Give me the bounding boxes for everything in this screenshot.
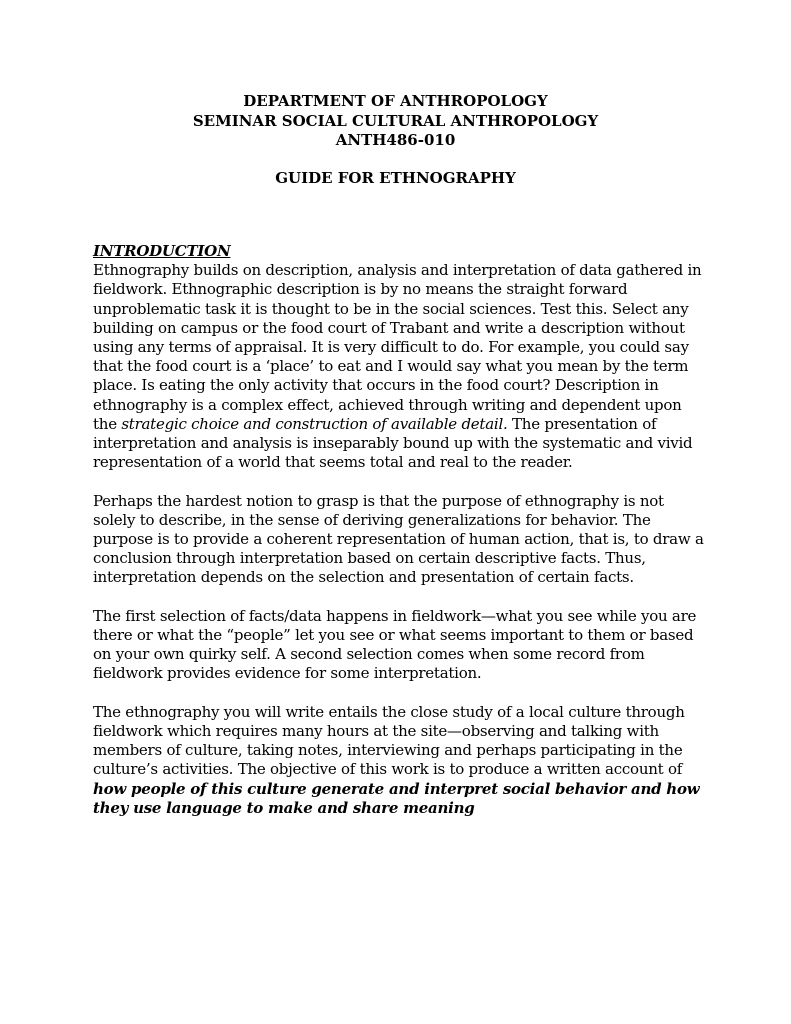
paragraph-4-text-a: The ethnography you will write entails the close study of a local culture through fieldwork which requires many hours at the site—observing and talking with members of culture, taking notes, interviewing and perhaps participating in the culture’s activities. The objective of this work is to produce a written account of	[93, 702, 685, 779]
paragraph-2: Perhaps the hardest notion to grasp is that the purpose of ethnography is not solely to describe, in the sense of deriving generalizations for behavior. The purpose is to provide a coherent representation of human action, that is, to draw a conclusion through interpretation based on certain descriptive facts. Thus, interpretation depends on the selection and presentation of certain facts.	[93, 491, 704, 587]
course-code: ANTH486-010	[335, 131, 456, 149]
paragraph-1-text-b: The presentation of interpretation and analysis is inseparably bound up with the systematic and vivid representation of a world that seems total and real to the reader.	[93, 414, 693, 472]
paragraph-4-emphasis: how people of this culture generate and interpret social behavior and how they use language to make and share meaning	[93, 779, 700, 817]
paragraph-1	[93, 261, 705, 472]
document-body	[93, 242, 705, 837]
paragraph-4	[93, 703, 705, 818]
paragraph-1-text-a: Ethnography builds on description, analysis and interpretation of data gathered in fieldwork. Ethnographic description is by no means the straight forward unproblematic task it is thought to be in the social sciences. Test this. Select any building on campus or the food court of Trabant and write a description without using any terms of appraisal. It is very difficult to do. For example, you could say that the food court is a ‘place’ to eat and I would say what you mean by the term place. Is eating the only activity that occurs in the food court? Description in ethnography is a complex effect, achieved through writing and dependent upon the	[93, 261, 702, 433]
document-title: GUIDE FOR ETHNOGRAPHY	[275, 169, 516, 187]
section-heading-introduction: INTRODUCTION	[93, 242, 231, 260]
department-header	[0, 92, 791, 151]
paragraph-1-emphasis: strategic choice and construction of available detail.	[121, 414, 508, 433]
paragraph-3: The first selection of facts/data happens in fieldwork—what you see while you are there or what the “people” let you see or what seems important to them or based on your own quirky self. A second selection comes when some record from fieldwork provides evidence for some interpretation.	[93, 606, 697, 683]
department-name: DEPARTMENT OF ANTHROPOLOGY	[243, 92, 548, 110]
course-name: SEMINAR SOCIAL CULTURAL ANTHROPOLOGY	[192, 111, 599, 130]
